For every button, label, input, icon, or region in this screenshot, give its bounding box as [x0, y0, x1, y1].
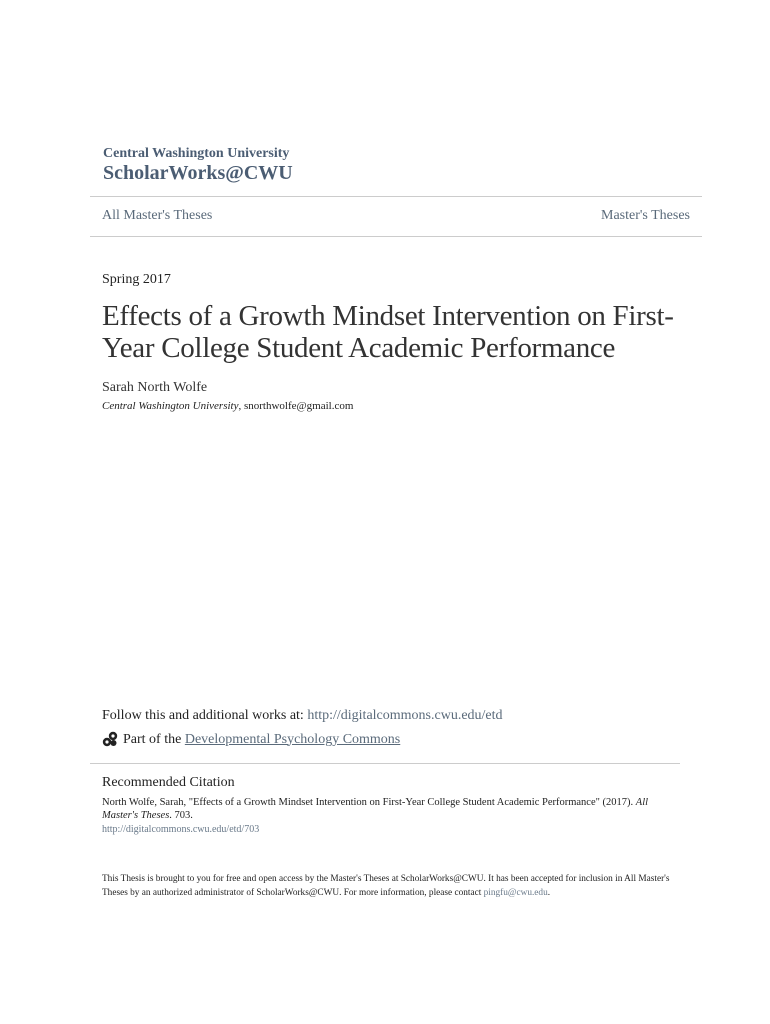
- follow-line: [102, 708, 503, 724]
- follow-prefix: Follow this and additional works at:: [102, 708, 308, 723]
- citation-number: . 703.: [169, 810, 193, 821]
- commons-line: [102, 731, 400, 748]
- institution-name: Central Washington University: [103, 146, 290, 161]
- citation-text: [102, 796, 662, 822]
- author-name: Sarah North Wolfe: [102, 380, 208, 395]
- developmental-psychology-commons-link[interactable]: Developmental Psychology Commons: [184, 731, 401, 747]
- citation-body: North Wolfe, Sarah, "Effects of a Growth Mindset Intervention on First-Year College Student Academic Performance" (2017).: [102, 797, 636, 808]
- commons-prefix: Part of the: [123, 731, 185, 747]
- header-divider-bottom: [90, 236, 702, 237]
- contact-email-link[interactable]: pingfu@cwu.edu: [483, 888, 548, 898]
- breadcrumb-all-masters-theses[interactable]: All Master's Theses: [102, 208, 213, 223]
- repository-name[interactable]: ScholarWorks@CWU: [103, 162, 293, 184]
- header-divider-top: [90, 196, 702, 197]
- breadcrumb-masters-theses[interactable]: Master's Theses: [601, 208, 690, 223]
- notice-text: This Thesis is brought to you for free and open access by the Master's Theses at ScholarWorks@CWU. It has been accepted for inclusion in All Master's Theses by an authorized administrator of ScholarWorks@CWU. For more information, please contact: [102, 874, 670, 898]
- collection-link[interactable]: http://digitalcommons.cwu.edu/etd: [307, 708, 503, 723]
- notice-end: .: [547, 888, 551, 898]
- citation-divider: [90, 763, 680, 764]
- citation-series: All Master's Theses: [102, 797, 649, 821]
- citation-heading: Recommended Citation: [102, 775, 235, 790]
- author-email: , snorthwolfe@gmail.com: [238, 400, 354, 412]
- citation-url-link[interactable]: http://digitalcommons.cwu.edu/etd/703: [102, 824, 260, 835]
- publication-date: Spring 2017: [102, 272, 171, 287]
- affiliation-institution: Central Washington University: [102, 400, 239, 412]
- commons-network-icon: [102, 731, 119, 748]
- author-affiliation: [102, 400, 353, 412]
- paper-title: Effects of a Growth Mindset Intervention on First-Year College Student Academic Performance: [102, 300, 674, 364]
- access-notice: [102, 872, 682, 900]
